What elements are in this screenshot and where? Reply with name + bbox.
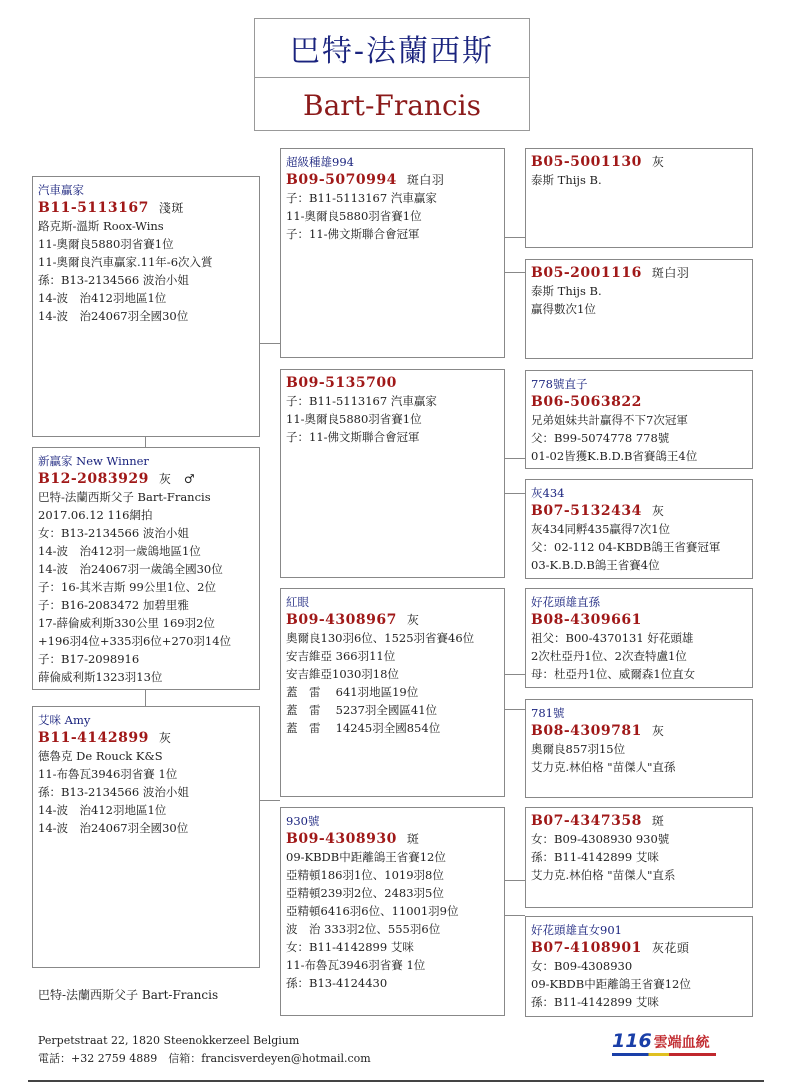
ring-number: B07-4108901 灰花頭 [531, 940, 690, 956]
detail-line: 蓋 雷 641羽地區19位 [286, 685, 419, 699]
detail-line: 艾力克.林伯格 "苗傑人"直系 [531, 868, 676, 882]
color-label: 斑白羽 [651, 266, 690, 280]
box-heading: 艾咪 Amy [38, 713, 91, 727]
detail-line: 母：杜亞丹1位、威爾森1位直女 [531, 667, 696, 681]
detail-line: 14-波 治412羽地區1位 [38, 803, 167, 817]
detail-line: 11-奧爾良5880羽省賽1位 [38, 237, 174, 251]
detail-line: 灰434同孵435贏得7次1位 [531, 522, 671, 536]
detail-line: 奧爾良857羽15位 [531, 742, 626, 756]
detail-line: 11-奧爾良5880羽省賽1位 [286, 412, 422, 426]
detail-line: 11-布魯瓦3946羽省賽 1位 [38, 767, 178, 781]
detail-line: 奧爾良130羽6位、1525羽省賽46位 [286, 631, 475, 645]
pedigree-box-sire-dam [280, 369, 505, 578]
pedigree-box-dam [32, 706, 260, 968]
detail-line: 路克斯-溫斯 Roox-Wins [38, 219, 164, 233]
ring-number: B05-2001116 斑白羽 [531, 265, 690, 281]
logo-text: 雲端血統 [653, 1035, 710, 1051]
contact: 電話：+32 2759 4889 信箱：francisverdeyen@hotmail.com [38, 1052, 371, 1065]
detail-line: 蓋 雷 5237羽全國區41位 [286, 703, 438, 717]
detail-line: 波 治 333羽2位、555羽6位 [286, 922, 441, 936]
pedigree-box-sire [32, 176, 260, 437]
color-label: 斑 [406, 832, 420, 846]
loft-name: 巴特-法蘭西斯父子 Bart-Francis [38, 988, 219, 1002]
detail-line: 01-02皆獲K.B.D.B省賽鴿王4位 [531, 449, 698, 463]
color-label: 灰 [406, 613, 420, 627]
detail-line: 女：B09-4308930 [531, 959, 633, 973]
detail-line: 孫：B13-4124430 [286, 976, 388, 990]
brand-logo [612, 1030, 716, 1056]
detail-line: 孫：B13-2134566 波治小姐 [38, 785, 189, 799]
ring-number: B08-4309781 灰 [531, 723, 665, 739]
detail-line: 11-奧爾良5880羽省賽1位 [286, 209, 422, 223]
detail-line: 安吉維亞 366羽11位 [286, 649, 396, 663]
box-heading: 灰434 [531, 486, 565, 500]
ring-number: B08-4309661 [531, 612, 642, 628]
detail-line: 09-KBDB中距離鴿王省賽12位 [531, 977, 691, 991]
detail-line: 17-薛倫威利斯330公里 169羽2位 [38, 616, 215, 630]
ring-number: B07-4347358 斑 [531, 813, 665, 829]
ring-number: B09-5135700 [286, 375, 397, 391]
detail-line: 子：11-佛文斯聯合會冠軍 [286, 430, 420, 444]
connector-ds-gp [504, 674, 525, 710]
logo-bar [612, 1053, 716, 1056]
detail-line: 子：B11-5113167 汽車贏家 [286, 191, 437, 205]
title-english: Bart-Francis [303, 88, 481, 122]
box-heading: 好花頭雄直孫 [531, 595, 600, 609]
ring-number: B07-5132434 灰 [531, 503, 665, 519]
color-label: 斑白羽 [406, 173, 445, 187]
detail-line: 亞精頓239羽2位、2483羽5位 [286, 886, 444, 900]
detail-line: 子：16-其米吉斯 99公里1位、2位 [38, 580, 216, 594]
detail-line: 薛倫威利斯1323羽13位 [38, 670, 163, 684]
ring-number: B11-4142899 灰 [38, 730, 172, 746]
detail-line: 2次杜亞丹1位、2次查特盧1位 [531, 649, 687, 663]
color-label: 灰 [651, 155, 665, 169]
detail-line: 兄弟姐妹共計贏得不下7次冠軍 [531, 413, 688, 427]
detail-line: 德魯克 De Rouck K&S [38, 749, 163, 763]
box-heading: 781號 [531, 706, 565, 720]
detail-line: 2017.06.12 116網拍 [38, 508, 153, 522]
bottom-rule [28, 1080, 764, 1082]
detail-line: 女：B11-4142899 艾咪 [286, 940, 414, 954]
pedigree-box-ddd [525, 916, 753, 1017]
box-heading: 好花頭雄直女901 [531, 923, 622, 937]
ring-number: B05-5001130 灰 [531, 154, 665, 170]
connector-sire-subject [145, 437, 146, 447]
detail-line: 11-布魯瓦3946羽省賽 1位 [286, 958, 426, 972]
connector-sd-gp [504, 458, 525, 494]
pedigree-box-dam-sire [280, 588, 505, 797]
detail-line: 巴特-法蘭西斯父子 Bart-Francis [38, 490, 211, 504]
box-heading: 778號直子 [531, 377, 588, 391]
box-heading: 930號 [286, 814, 320, 828]
detail-line: 03-K.B.D.B鴿王省賽4位 [531, 558, 660, 572]
detail-line: 11-奧爾良汽車贏家.11年-6次入賞 [38, 255, 213, 269]
detail-line: 祖父：B00-4370131 好花頭雄 [531, 631, 694, 645]
detail-line: 安吉維亞1030羽18位 [286, 667, 399, 681]
pedigree-box-sire-sire [280, 148, 505, 358]
detail-line: 父：B99-5074778 778號 [531, 431, 670, 445]
detail-line: 14-波 治412羽一歲鴿地區1位 [38, 544, 201, 558]
ring-number: B11-5113167 淺斑 [38, 200, 184, 216]
detail-line: 亞精頓6416羽6位、11001羽9位 [286, 904, 459, 918]
ring-number: B09-4308967 灰 [286, 612, 420, 628]
detail-line: 09-KBDB中距離鴿王省賽12位 [286, 850, 446, 864]
detail-line: 泰斯 Thijs B. [531, 173, 602, 187]
color-label: 灰花頭 [651, 941, 690, 955]
detail-line: 孫：B11-4142899 艾咪 [531, 995, 659, 1009]
color-label: 灰 [158, 731, 172, 745]
pedigree-box-sss [525, 148, 753, 248]
detail-line: 蓋 雷 14245羽全國854位 [286, 721, 441, 735]
connector-dam-parents [259, 800, 280, 801]
detail-line: 14-波 治412羽地區1位 [38, 291, 167, 305]
title-chinese: 巴特-法蘭西斯 [255, 19, 529, 78]
detail-line: +196羽4位+335羽6位+270羽14位 [38, 634, 232, 648]
pedigree-box-subject [32, 447, 260, 690]
detail-line: 泰斯 Thijs B. [531, 284, 602, 298]
color-label: 斑 [651, 814, 665, 828]
detail-line: 14-波 治24067羽一歲鴿全國30位 [38, 562, 223, 576]
title-box [254, 18, 530, 131]
connector-dd-gp [504, 880, 525, 916]
footer-address-block [38, 1032, 371, 1068]
pedigree-box-dss [525, 588, 753, 688]
color-label: 淺斑 [158, 201, 184, 215]
ring-number: B12-2083929 灰 ♂ [38, 471, 196, 487]
pedigree-box-ssd [525, 259, 753, 359]
logo-number: 116 [612, 1030, 652, 1052]
ring-number: B09-4308930 斑 [286, 831, 420, 847]
detail-line: 父：02-112 04-KBDB鴿王省賽冠軍 [531, 540, 721, 554]
color-label: 灰 [651, 724, 665, 738]
box-heading: 汽車贏家 [38, 183, 84, 197]
detail-line: 14-波 治24067羽全國30位 [38, 821, 189, 835]
color-label: 灰 [651, 504, 665, 518]
detail-line: 孫：B13-2134566 波治小姐 [38, 273, 189, 287]
detail-line: 子：B11-5113167 汽車贏家 [286, 394, 437, 408]
detail-line: 子：11-佛文斯聯合會冠軍 [286, 227, 420, 241]
connector-sire-parents [259, 343, 280, 379]
pedigree-box-sdd [525, 479, 753, 579]
pedigree-box-sds [525, 370, 753, 469]
detail-line: 贏得數次1位 [531, 302, 596, 316]
pedigree-box-dam-dam [280, 807, 505, 1016]
box-heading: 紅眼 [286, 595, 309, 609]
box-heading: 新贏家 New Winner [38, 454, 149, 468]
connector-subject-dam [145, 690, 146, 706]
detail-line: 女：B09-4308930 930號 [531, 832, 670, 846]
detail-line: 艾力克.林伯格 "苗傑人"直孫 [531, 760, 676, 774]
color-label: 灰 ♂ [158, 472, 196, 486]
detail-line: 女：B13-2134566 波治小姐 [38, 526, 189, 540]
address: Perpetstraat 22, 1820 Steenokkerzeel Belgium [38, 1034, 300, 1047]
detail-line: 亞精頓186羽1位、1019羽8位 [286, 868, 444, 882]
connector-ss-gp [504, 237, 525, 273]
ring-number: B09-5070994 斑白羽 [286, 172, 445, 188]
box-heading: 超級種雄994 [286, 155, 354, 169]
detail-line: 孫：B11-4142899 艾咪 [531, 850, 659, 864]
ring-number: B06-5063822 [531, 394, 642, 410]
pedigree-box-dsd [525, 699, 753, 798]
detail-line: 子：B17-2098916 [38, 652, 140, 666]
detail-line: 14-波 治24067羽全國30位 [38, 309, 189, 323]
detail-line: 子：B16-2083472 加碧里雅 [38, 598, 189, 612]
pedigree-box-dds [525, 807, 753, 908]
